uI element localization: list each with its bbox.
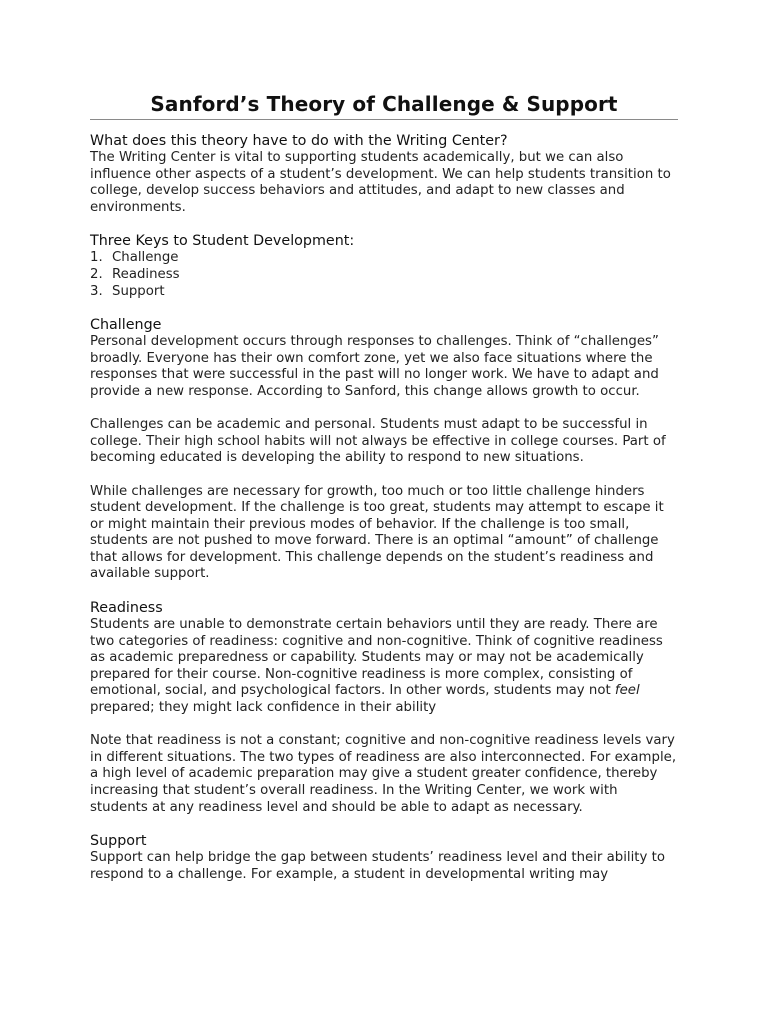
- list-item: [90, 267, 678, 284]
- list-item: [90, 284, 678, 301]
- readiness-text-part-1: Students are unable to demonstrate certain behaviors until they are ready. There are two categories of readiness: cognitive and non-cognitive. Think of cognitive readiness as academic preparedness or capability. Students may or may not be academically prepared for their course. Non-cognitive readiness is more complex, consisting of emotional, social, and psychological factors. In other words, students may not: [90, 617, 663, 699]
- intro-section: [90, 133, 678, 216]
- keys-heading: Three Keys to Student Development:: [90, 233, 355, 250]
- readiness-section: [90, 600, 678, 816]
- support-section: [90, 833, 678, 883]
- challenge-paragraph-1: Personal development occurs through responses to challenges. Think of “challenges” broadly. Everyone has their own comfort zone, yet we also face situations where the responses that were successful in the past will no longer work. We have to adapt and provide a new response. According to Sanford, this change allows growth to occur.: [90, 334, 659, 399]
- readiness-heading: Readiness: [90, 600, 163, 617]
- challenge-section: [90, 317, 678, 583]
- list-item-number: 2.: [90, 266, 103, 282]
- readiness-paragraph-2: Note that readiness is not a constant; cognitive and non-cognitive readiness levels vary in different situations. The two types of readiness are also interconnected. For example, a high level of academic preparation may give a student greater confidence, thereby increasing that student’s overall readiness. In the Writing Center, we work with students at any readiness level and should be able to adapt as necessary.: [90, 733, 677, 815]
- intro-paragraph: The Writing Center is vital to supporting students academically, but we can also influence other aspects of a student’s development. We can help students transition to college, develop success behaviors and attitudes, and adapt to new classes and environments.: [90, 150, 671, 215]
- challenge-paragraph-2: Challenges can be academic and personal. Students must adapt to be successful in college. Their high school habits will not always be effective in college courses. Part of becoming educated is developing the ability to respond to new situations.: [90, 417, 666, 466]
- document-title: Sanford’s Theory of Challenge & Support: [150, 92, 618, 116]
- readiness-paragraph-1: [90, 617, 678, 717]
- list-item-label: Readiness: [112, 266, 180, 282]
- list-item-number: 3.: [90, 283, 103, 299]
- support-heading: Support: [90, 833, 147, 850]
- support-paragraph: Support can help bridge the gap between students’ readiness level and their ability to respond to a challenge. For example, a student in developmental writing may: [90, 850, 665, 882]
- title-divider: [90, 119, 678, 120]
- document-page: [90, 92, 678, 900]
- list-item-number: 1.: [90, 250, 103, 266]
- intro-heading: What does this theory have to do with the Writing Center?: [90, 133, 508, 149]
- keys-list: [90, 250, 678, 300]
- readiness-emphasis: feel: [614, 683, 640, 699]
- readiness-text-part-2: prepared; they might lack confidence in their ability: [90, 700, 437, 716]
- list-item: [90, 250, 678, 267]
- challenge-paragraph-3: While challenges are necessary for growth, too much or too little challenge hinders student development. If the challenge is too great, students may attempt to escape it or might maintain their previous modes of behavior. If the challenge is too small, students are not pushed to move forward. There is an optimal “amount” of challenge that allows for development. This challenge depends on the student’s readiness and available support.: [90, 483, 664, 582]
- list-item-label: Challenge: [112, 250, 179, 266]
- challenge-heading: Challenge: [90, 317, 162, 334]
- list-item-label: Support: [112, 283, 165, 299]
- keys-section: [90, 233, 678, 300]
